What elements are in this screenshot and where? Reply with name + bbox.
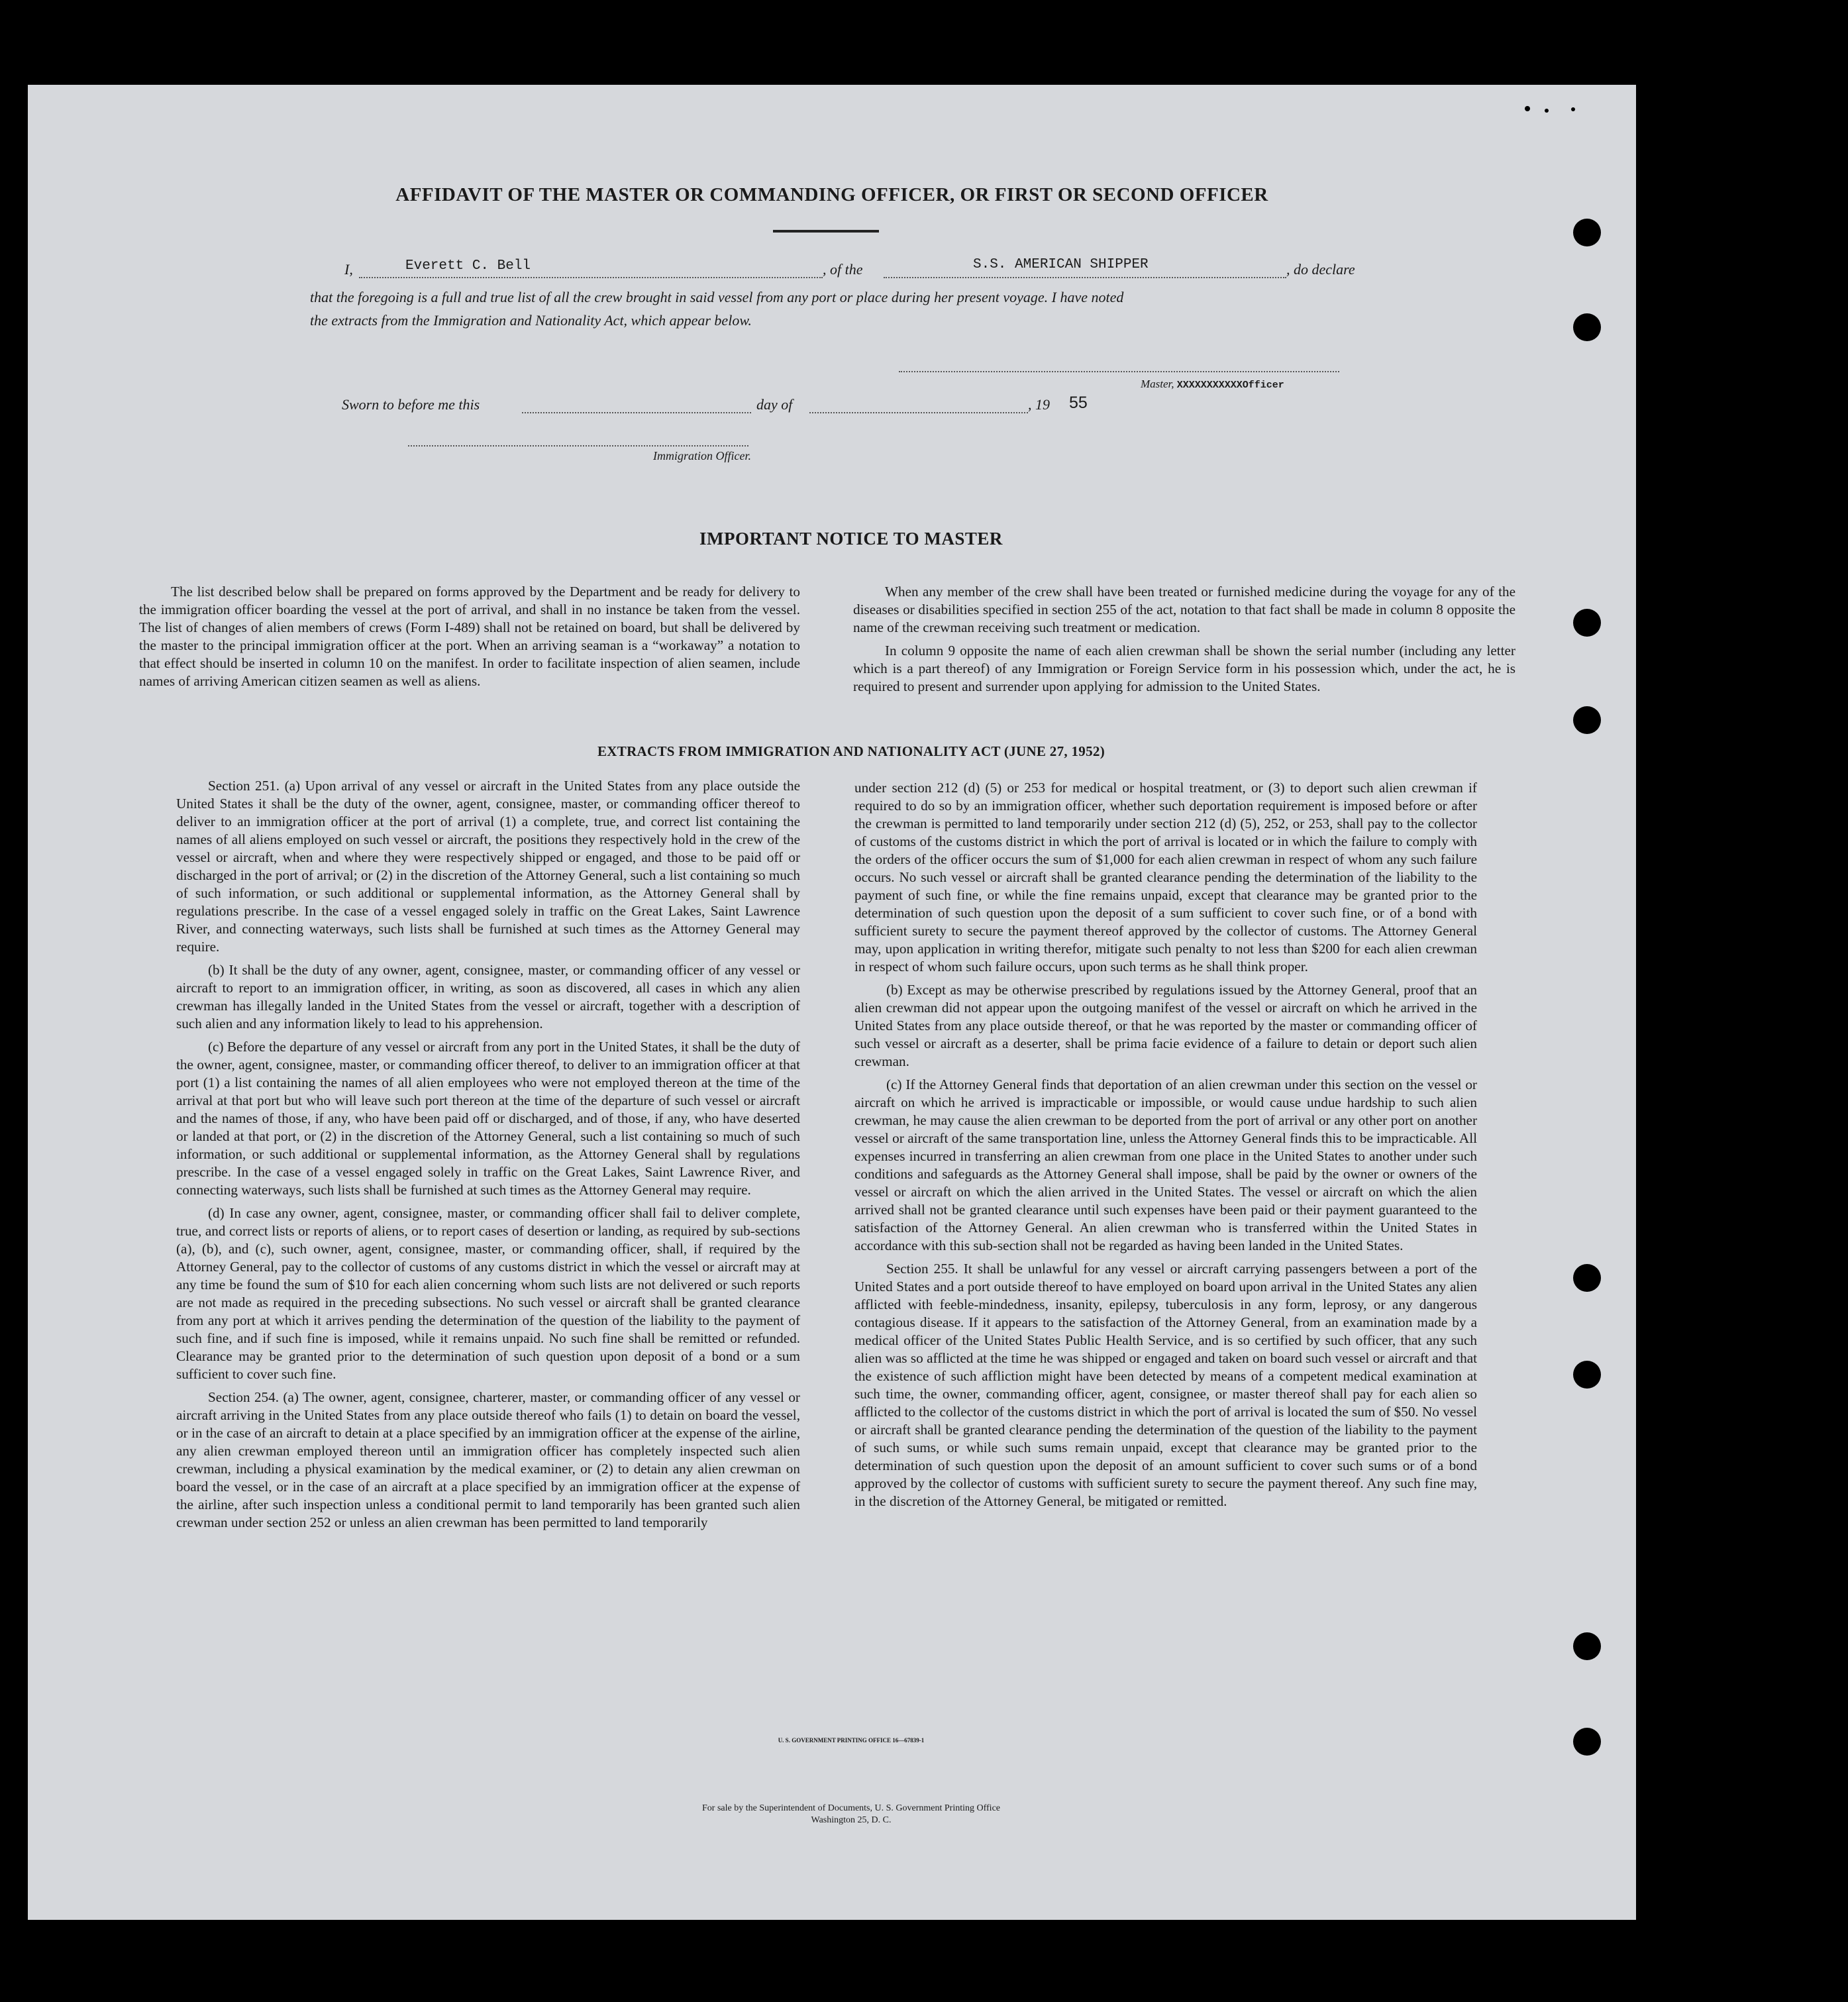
punch-hole xyxy=(1573,706,1601,734)
extract-paragraph: (b) Except as may be otherwise prescribed by regulations issued by the Attorney General, proof that an alien crewman did not appear upon the outgoing manifest of the vessel or aircraft on which he arrived in the United States from any place outside thereof, or that he was reported by the master or commanding officer of such vessel or aircraft as a deserter, shall be prima facie evidence of a failure to detain or deport such alien crewman. xyxy=(854,982,1477,1069)
speck xyxy=(1545,109,1549,113)
extracts-right-column xyxy=(854,779,1477,1516)
punch-hole xyxy=(1573,1361,1601,1389)
extract-paragraph: Section 255. It shall be unlawful for any vessel or aircraft carrying passengers between a port of the United States and a port outside thereof to have employed on board upon arrival in the United States any alien afflicted with feeble-mindedness, insanity, epilepsy, tuberculosis in any form, leprosy, or any dangerous contagious disease. If it appears to the satisfaction of the Attorney General, from an examination made by a medical officer of the United States Public Health Service, and is so certified by such officer, that any such alien was so afflicted at the time he was shipped or engaged and taken on board such vessel or aircraft and that the existence of such affliction might have been detected by means of a competent medical examination at such time, the owner, commanding officer, agent, consignee, or master thereof shall pay for each alien so afflicted to the collector of the customs district in which the port of arrival is located the sum of $50. No vessel or aircraft shall be granted clearance pending the determination of the question of the liability to the payment of such sums, or while such sums remain unpaid, except that clearance may be granted prior to the determination of such question upon the deposit of an amount sufficient to cover such sums or of a bond approved by the collector of customs with sufficient surety to secure the payment thereof. Any such fine may, in the discretion of the Attorney General, be mitigated or remitted. xyxy=(854,1261,1477,1509)
affidavit-line-2: that the foregoing is a full and true list of all the crew brought in said vessel from any port or place during her present voyage. I have noted xyxy=(310,289,1124,305)
title-rule xyxy=(773,230,879,233)
affidavit-line-3: the extracts from the Immigration and Nationality Act, which appear below. xyxy=(310,312,752,329)
master-label xyxy=(1141,378,1284,391)
month-field xyxy=(809,396,1028,413)
vessel-name: S.S. AMERICAN SHIPPER xyxy=(973,257,1149,272)
sale-line-1: For sale by the Superintendent of Documents, U. S. Government Printing Office xyxy=(702,1803,1000,1813)
affidavit-title: AFFIDAVIT OF THE MASTER OR COMMANDING OFFICER, OR FIRST OR SECOND OFFICER xyxy=(395,184,1268,205)
extracts-left-column xyxy=(176,777,800,1537)
sale-line-2: Washington 25, D. C. xyxy=(811,1815,892,1825)
extract-paragraph: (b) It shall be the duty of any owner, agent, consignee, master, or commanding officer of any vessel or aircraft to report to an immigration officer, in writing, as soon as discovered, all cases in which any alien crewman has illegally landed in the United States from the vessel or aircraft, together with a description of such alien and any information likely to lead to his apprehension. xyxy=(176,962,800,1031)
vessel-field xyxy=(884,257,1286,278)
extract-paragraph: Section 251. (a) Upon arrival of any vessel or aircraft in the United States from any place outside the United States it shall be the duty of the owner, agent, consignee, master, or commanding officer thereof to deliver to an immigration officer at the port of arrival (1) a complete, true, and correct list containing the names of all aliens employed on such vessel or aircraft, the positions they respectively hold in the crew of the vessel or aircraft, when and where they were respectively shipped or engaged, and those to be paid off or discharged in the port of arrival; or (2) in the discretion of the Attorney General, such a list containing so much of such information, or such additional or supplemental information, as the Attorney General shall by regulations prescribe. In the case of a vessel engaged solely in traffic on the Great Lakes, Saint Lawrence River, and connecting waterways, such lists shall be furnished at such times as the Attorney General may require. xyxy=(176,778,800,955)
gpo-imprint: U. S. GOVERNMENT PRINTING OFFICE 16—67839-1 xyxy=(778,1737,925,1744)
punch-hole xyxy=(1573,1632,1601,1660)
extract-paragraph: under section 212 (d) (5) or 253 for medical or hospital treatment, or (3) to deport such alien crewman if required to do so by an immigration officer, whether such deportation requirement is imposed before or after the crewman is permitted to land temporarily under section 212 (d) (5), 252, or 253, shall pay to the collector of customs of the customs district in which the port of arrival is located or in which the failure to comply with the orders of the officer occurs the sum of $1,000 for each alien crewman in respect of whom any such failure occurs. No such vessel or aircraft shall be granted clearance pending the determination of the liability to the payment of such fine, or while the fine remains unpaid, except that clearance may be granted prior to the determination of such question upon the deposit of a sum sufficient to cover such fine, or of a bond with sufficient surety to secure the payment thereof approved by the collector of customs. The Attorney General may, upon application in writing therefor, mitigate such penalty to not less than $200 for each alien crewman in respect of whom such failure occurs, upon such terms as he shall think proper. xyxy=(854,780,1477,975)
master-signature-line xyxy=(899,370,1339,372)
notice-title: IMPORTANT NOTICE TO MASTER xyxy=(699,529,1003,549)
affidavit-prefix: I, xyxy=(344,261,353,278)
speck xyxy=(1571,107,1575,111)
day-of-label: day of xyxy=(756,396,793,413)
speck xyxy=(1525,106,1530,111)
punch-hole xyxy=(1573,609,1601,637)
officer-signature-line xyxy=(408,444,748,447)
year-value: 55 xyxy=(1069,394,1088,412)
form-sheet xyxy=(28,85,1636,1920)
name-field xyxy=(359,260,823,278)
sworn-day-field xyxy=(522,396,751,413)
notice-right-column xyxy=(853,583,1515,701)
master-label-text: Master, xyxy=(1141,378,1174,390)
notice-right-paragraph-2: In column 9 opposite the name of each alien crewman shall be shown the serial number (including any letter which is a part thereof) of any Immigration or Foreign Service form in his possession which, under the act, he is required to present and surrender upon applying for admission to the United States. xyxy=(853,643,1515,694)
extract-paragraph: (c) If the Attorney General finds that deportation of an alien crewman under this section on the vessel or aircraft on which he arrived is impracticable or impossible, or would cause undue hardship to such alien crewman, he may cause the alien crewman to be deported from the port of arrival or any other port on another vessel or aircraft of the same transportation line, unless the Attorney General finds this to be impracticable. All expenses incurred in transferring an alien crewman from one place in the United States to another under such conditions and safeguards as the Attorney General shall impose, shall be paid by the owner or owners of the vessel or aircraft on which the alien arrived in the United States. The vessel or aircraft on which the alien arrived shall not be granted clearance until such expenses have been paid or their payment guaranteed to the satisfaction of the Attorney General. An alien crewman who is transferred within the United States in accordance with this sub-section shall not be regarded as having been landed in the United States. xyxy=(854,1077,1477,1253)
notice-left-column xyxy=(139,583,800,696)
extract-paragraph: (c) Before the departure of any vessel or aircraft from any port in the United States, it shall be the duty of the owner, agent, consignee, master, or commanding officer thereof, to deliver to an immigration officer at that port (1) a list containing the names of all alien employees who were not employed thereon at the time of the arrival at that port but who will leave such port thereon at the time of the departure of such vessel or aircraft and the names of those, if any, who have been paid off or discharged, and of those, if any, who have deserted or landed at that port, or (2) in the discretion of the Attorney General, such a list containing so much of such information, or such additional or supplemental information, as the Attorney General shall by regulations prescribe. In the case of a vessel engaged solely in traffic on the Great Lakes, Saint Lawrence River, and connecting waterways, such lists shall be furnished at such times as the Attorney General may require. xyxy=(176,1039,800,1198)
extract-paragraph: Section 254. (a) The owner, agent, consignee, charterer, master, or commanding officer of any vessel or aircraft arriving in the United States from any place outside thereof who fails (1) to detain on board the vessel, or in the case of an aircraft to detain at a place specified by an immigration officer at the expense of the airline, any alien crewman employed thereon until an immigration officer has completely inspected such alien crewman, including a physical examination by the medical examiner, or (2) to detain any alien crewman on board the vessel, or in the case of an aircraft at a place specified by an immigration officer at the expense of the airline, after such inspection unless a conditional permit to land temporarily has been granted such alien crewman under section 252 or unless an alien crewman has been permitted to land temporarily xyxy=(176,1389,800,1530)
officer-label: Immigration Officer. xyxy=(653,449,751,462)
notice-right-paragraph-1: When any member of the crew shall have been treated or furnished medicine during the voyage for any of the diseases or disabilities specified in section 255 of the act, notation to that fact shall be made in column 8 opposite the name of the crewman receiving such treatment or medication. xyxy=(853,584,1515,635)
punch-hole xyxy=(1573,1264,1601,1292)
punch-hole xyxy=(1573,313,1601,341)
punch-hole xyxy=(1573,219,1601,246)
notice-left-paragraph: The list described below shall be prepared on forms approved by the Department and be ready for delivery to the immigration officer boarding the vessel at the port of arrival, and shall in no instance be taken from the vessel. The list of changes of alien members of crews (Form I-489) shall not be retained on board, but shall be delivered by the master to the principal immigration officer at the port. When an arriving seaman is a “workaway” a notation to that effect should be inserted in column 10 on the manifest. In order to facilitate inspection of alien seamen, include names of arriving American citizen seamen as well as aliens. xyxy=(139,584,800,689)
extracts-title: EXTRACTS FROM IMMIGRATION AND NATIONALITY ACT (JUNE 27, 1952) xyxy=(597,743,1105,759)
year-prefix: , 19 xyxy=(1028,396,1050,413)
sworn-label: Sworn to before me this xyxy=(342,396,480,413)
master-struck-text: XXXXXXXXXXXOfficer xyxy=(1176,380,1284,391)
of-the-label: , of the xyxy=(823,261,863,278)
punch-hole xyxy=(1573,1728,1601,1756)
master-name: Everett C. Bell xyxy=(405,258,531,274)
extract-paragraph: (d) In case any owner, agent, consignee, master, or commanding officer shall fail to deliver complete, true, and correct lists or reports of aliens, or to report cases of desertion or landing, as required by sub-sections (a), (b), and (c), such owner, agent, consignee, master, or commanding officer, shall, if required by the Attorney General, pay to the collector of customs of any customs district in which the vessel or aircraft may at any time be found the sum of $10 for each alien concerning whom such lists are not delivered or such reports are not made as required in the preceding subsections. No such vessel or aircraft shall be granted clearance from any port at which it arrives pending the determination of the question of the liability to the payment of such fine, and if such fine is imposed, while it remains unpaid. No such fine shall be remitted or refunded. Clearance may be granted prior to the determination of such question upon deposit of a bond or a sum sufficient to cover such fine. xyxy=(176,1205,800,1382)
do-declare-label: , do declare xyxy=(1286,261,1355,278)
